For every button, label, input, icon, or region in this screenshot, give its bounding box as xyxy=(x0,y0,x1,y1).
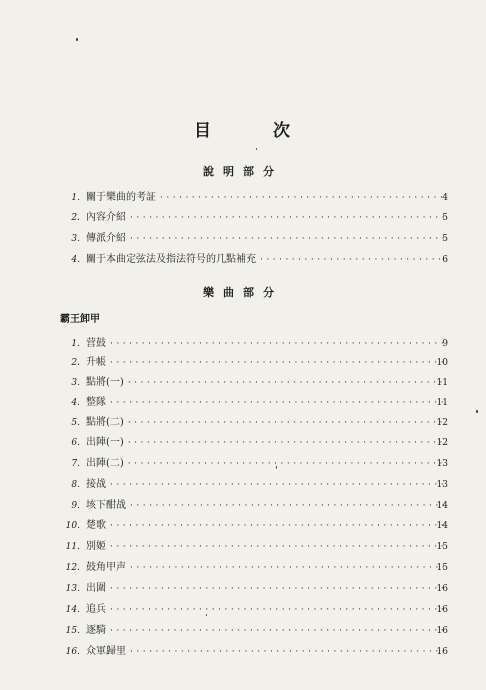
toc-entry-page: 5 xyxy=(442,234,448,244)
toc-entry[interactable] xyxy=(0,415,486,431)
toc-entry-number: 3. xyxy=(71,378,80,388)
toc-entry-number: 12. xyxy=(65,563,80,573)
toc-entry-number: 6. xyxy=(71,438,80,448)
toc-entry[interactable] xyxy=(0,355,486,371)
dot-leader xyxy=(110,539,445,555)
toc-entry[interactable] xyxy=(0,581,486,597)
toc-entry-number: 13. xyxy=(65,584,80,594)
toc-entry-page: 16 xyxy=(436,584,448,594)
toc-entry-number: 1. xyxy=(71,339,80,349)
toc-entry[interactable] xyxy=(0,395,486,411)
toc-entry[interactable] xyxy=(0,602,486,618)
toc-entry-number: 1. xyxy=(71,193,80,203)
toc-entry[interactable] xyxy=(0,539,486,555)
toc-entry[interactable] xyxy=(0,336,486,352)
dot-leader xyxy=(130,231,445,247)
paper-speck xyxy=(206,614,207,616)
dot-leader xyxy=(130,498,445,514)
toc-entry-page: 16 xyxy=(436,605,448,615)
paper-speck xyxy=(76,38,78,41)
paper-speck xyxy=(276,466,277,469)
dot-leader xyxy=(160,190,445,206)
toc-entry-page: 16 xyxy=(436,626,448,636)
toc-entry[interactable] xyxy=(0,623,486,639)
toc-entry-page: 15 xyxy=(436,542,448,552)
toc-entry-page: 11 xyxy=(436,378,448,388)
toc-entry-title: 众軍歸里 xyxy=(86,646,126,657)
toc-entry[interactable] xyxy=(0,560,486,576)
toc-entry[interactable] xyxy=(0,498,486,514)
toc-entry-number: 10. xyxy=(65,521,80,531)
toc-entry-number: 7. xyxy=(71,459,80,469)
dot-leader xyxy=(110,355,445,371)
toc-entry-page: 4 xyxy=(442,193,448,203)
toc-entry-title: 別姬 xyxy=(86,541,106,552)
toc-entry-number: 2. xyxy=(71,213,80,223)
toc-entry-title: 营鼓 xyxy=(86,338,106,349)
title-char-1: 目 xyxy=(194,121,213,141)
piece-title: 霸王卸甲 xyxy=(60,314,100,325)
toc-entry-title: 垓下酣战 xyxy=(86,500,126,511)
toc-entry-title: 出陣(一) xyxy=(86,437,124,448)
toc-entry-title: 內容介紹 xyxy=(86,212,126,223)
toc-entry-number: 15. xyxy=(65,626,80,636)
toc-entry-number: 16. xyxy=(65,647,80,657)
dot-leader xyxy=(110,623,445,639)
toc-entry-page: 5 xyxy=(442,213,448,223)
toc-entry-number: 2. xyxy=(71,358,80,368)
toc-entry-page: 14 xyxy=(436,501,448,511)
toc-entry[interactable] xyxy=(0,252,486,268)
toc-entry-page: 10 xyxy=(436,358,448,368)
toc-entry-title: 接战 xyxy=(86,479,106,490)
toc-entry-title: 鼓角甲声 xyxy=(86,562,126,573)
toc-entry-title: 整隊 xyxy=(86,397,106,408)
toc-entry-page: 9 xyxy=(442,339,448,349)
toc-entry-title: 楚歌 xyxy=(86,520,106,531)
dot-leader xyxy=(128,456,445,472)
toc-entry-number: 14. xyxy=(65,605,80,615)
toc-entry-number: 5. xyxy=(71,418,80,428)
dot-leader xyxy=(110,602,445,618)
toc-entry-number: 4. xyxy=(71,255,80,265)
toc-entry-page: 12 xyxy=(436,418,448,428)
paper-speck xyxy=(476,410,478,413)
toc-entry-title: 出圍 xyxy=(86,583,106,594)
toc-entry-title: 點將(一) xyxy=(86,377,124,388)
toc-entry-page: 15 xyxy=(436,563,448,573)
toc-entry[interactable] xyxy=(0,644,486,660)
toc-entry-page: 12 xyxy=(436,438,448,448)
toc-entry-page: 11 xyxy=(436,398,448,408)
toc-entry-number: 8. xyxy=(71,480,80,490)
toc-entry-title: 追兵 xyxy=(86,604,106,615)
dot-leader xyxy=(110,395,445,411)
dot-leader xyxy=(128,435,445,451)
section-heading-explanation-label: 說明部分 xyxy=(203,165,283,178)
toc-entry-title: 點將(二) xyxy=(86,417,124,428)
dot-leader xyxy=(110,336,445,352)
toc-entry[interactable] xyxy=(0,518,486,534)
section-heading-music xyxy=(0,284,486,300)
dot-leader xyxy=(130,560,445,576)
toc-entry-page: 14 xyxy=(436,521,448,531)
toc-entry-page: 6 xyxy=(442,255,448,265)
dot-leader xyxy=(130,210,445,226)
toc-entry[interactable] xyxy=(0,190,486,206)
dot-leader xyxy=(110,518,445,534)
toc-entry[interactable] xyxy=(0,477,486,493)
toc-entry-title: 逐騎 xyxy=(86,625,106,636)
toc-entry-page: 13 xyxy=(436,459,448,469)
toc-entry[interactable] xyxy=(0,435,486,451)
title-char-2: 次 xyxy=(273,121,292,141)
toc-entry-number: 4. xyxy=(71,398,80,408)
dot-leader xyxy=(128,375,445,391)
toc-entry-number: 11. xyxy=(65,542,80,552)
dot-leader xyxy=(260,252,445,268)
toc-entry[interactable] xyxy=(0,375,486,391)
toc-entry-page: 13 xyxy=(436,480,448,490)
toc-entry-page: 16 xyxy=(436,647,448,657)
section-heading-music-label: 樂曲部分 xyxy=(203,286,283,299)
dot-leader xyxy=(130,644,445,660)
paper-speck xyxy=(256,148,257,150)
toc-entry-title: 關于本曲定弦法及指法符号的几點補充 xyxy=(86,254,256,265)
toc-entry-title: 關于樂曲的考証 xyxy=(86,192,156,203)
toc-entry[interactable] xyxy=(0,456,486,472)
toc-entry-title: 出陣(二) xyxy=(86,458,124,469)
toc-entry-number: 9. xyxy=(71,501,80,511)
toc-entry-number: 3. xyxy=(71,234,80,244)
dot-leader xyxy=(110,581,445,597)
dot-leader xyxy=(110,477,445,493)
toc-entry[interactable] xyxy=(0,210,486,226)
dot-leader xyxy=(128,415,445,431)
toc-entry[interactable] xyxy=(0,231,486,247)
toc-entry-title: 升帳 xyxy=(86,357,106,368)
page-title xyxy=(0,116,486,141)
toc-entry-title: 傳派介紹 xyxy=(86,233,126,244)
section-heading-explanation xyxy=(0,163,486,179)
